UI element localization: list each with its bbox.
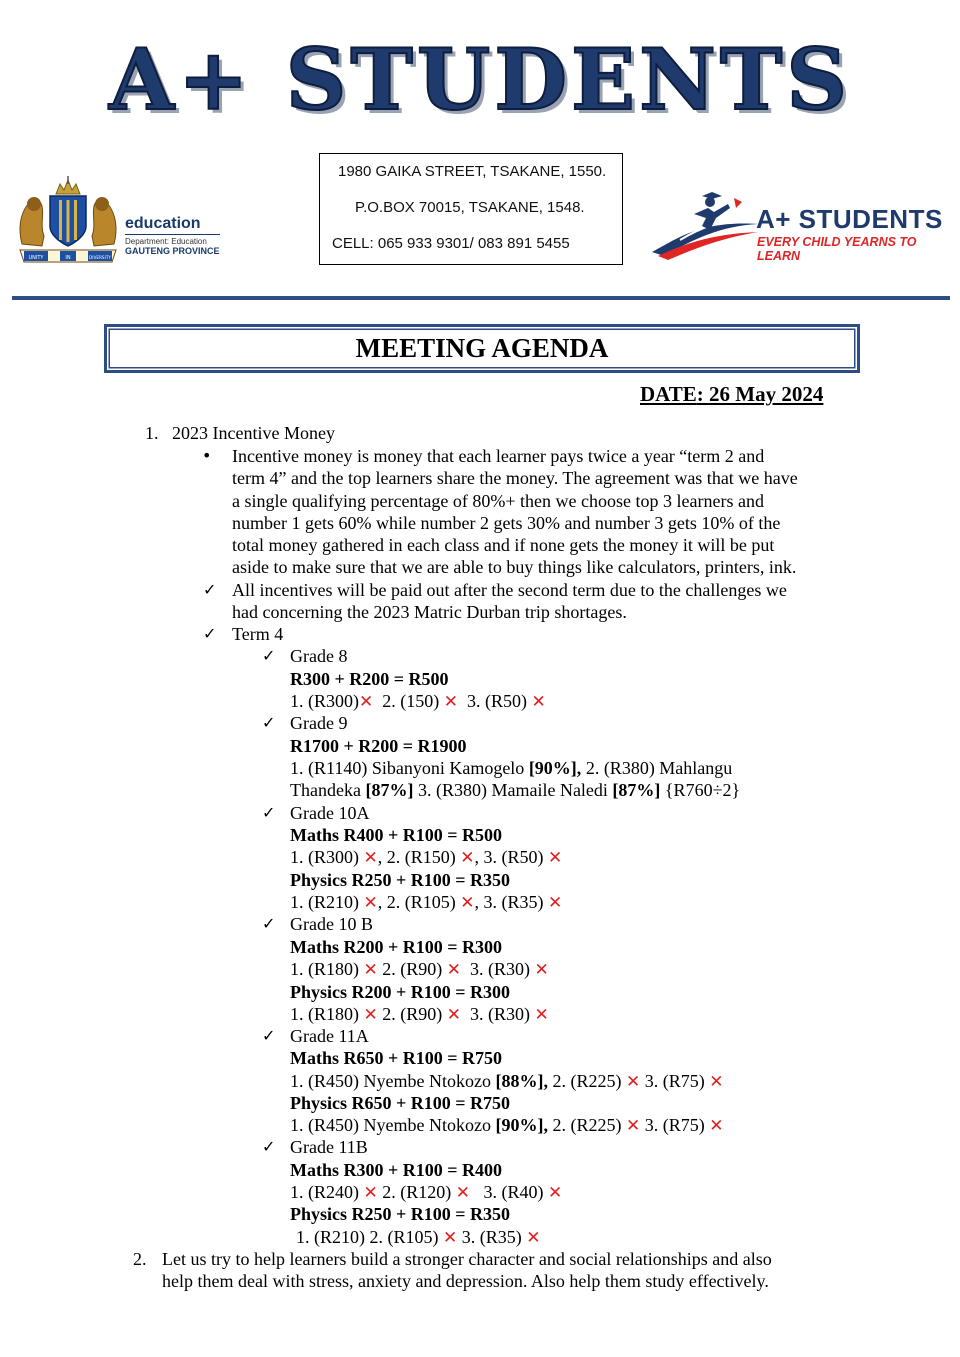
physics-results — [290, 1114, 723, 1137]
result-1: 1. (R240) — [290, 1182, 359, 1202]
result-1: 1. (R450) Nyembe Ntokozo — [290, 1115, 496, 1135]
cross-icon: ✕ — [526, 1228, 541, 1248]
result-3: 3. (R30) — [470, 1004, 530, 1024]
education-department-logo — [125, 214, 220, 256]
grade-heading: Grade 11B — [290, 1137, 368, 1157]
cross-icon: ✕ — [446, 1005, 461, 1025]
cross-icon: ✕ — [625, 1072, 641, 1092]
agenda-item-2-line: help them deal with stress, anxiety and depression. Also help them study effectively. — [162, 1271, 769, 1291]
agenda-item-2-line: Let us try to help learners build a stronger character and social relationships and also — [162, 1249, 772, 1269]
cross-icon: ✕ — [548, 893, 563, 913]
result-3: 3. (R50) — [467, 691, 527, 711]
result-3: 3. (R50) — [483, 847, 544, 867]
note-line: All incentives will be paid out after the second term due to the challenges we — [232, 580, 787, 600]
result-3: 3. (R75) — [644, 1115, 705, 1135]
logo-tagline: EVERY CHILD YEARNS TO LEARN — [757, 235, 917, 263]
result-3: 3. (R30) — [470, 959, 530, 979]
cross-icon: ✕ — [363, 960, 378, 980]
result-1: 1. (R300) — [290, 847, 359, 867]
svg-text:DIVERSITY: DIVERSITY — [89, 255, 111, 260]
percentage: [87%] — [365, 780, 414, 800]
address-box — [319, 153, 623, 265]
grade-heading: Grade 10 B — [290, 914, 373, 934]
checkmark-icon: ✓ — [262, 914, 276, 933]
checkmark-icon: ✓ — [203, 624, 217, 643]
cross-icon: ✕ — [534, 960, 549, 980]
cross-icon: ✕ — [359, 692, 374, 712]
cross-icon: ✕ — [548, 1183, 563, 1203]
maths-total: Maths R400 + R100 = R500 — [290, 825, 503, 845]
result-1-2: 1. (R210) 2. (R105) — [296, 1227, 439, 1247]
percentage: [90%], — [495, 1115, 548, 1135]
grade-total: R1700 + R200 = R1900 — [290, 736, 467, 756]
result-2: 2. (R105) — [386, 892, 456, 912]
cross-icon: ✕ — [548, 848, 563, 868]
edu-province: GAUTENG PROVINCE — [125, 246, 220, 256]
paragraph-line: term 4” and the top learners share the money. The agreement was that we have — [232, 468, 798, 488]
grade-results — [290, 690, 546, 713]
physics-results — [290, 1003, 549, 1026]
agenda-item-2-number: 2. — [133, 1249, 147, 1269]
percentage: [88%], — [495, 1071, 548, 1091]
svg-text:UNITY: UNITY — [28, 255, 44, 261]
grade-heading: Grade 8 — [290, 646, 348, 666]
meeting-date: DATE: 26 May 2024 — [640, 382, 824, 406]
percentage: [90%], — [528, 758, 582, 778]
result-2: 2. (R90) — [382, 959, 443, 979]
cross-icon: ✕ — [460, 848, 475, 868]
edu-dept: Department: Education — [125, 237, 207, 246]
paragraph-line: Incentive money is money that each learner pays twice a year “term 2 and — [232, 446, 765, 466]
agenda-item-1 — [145, 422, 335, 444]
result-1: 1. (R180) — [290, 1004, 359, 1024]
svg-text:IN: IN — [65, 255, 71, 261]
aplus-students-logo-icon — [650, 190, 760, 260]
result-2: 2. (R90) — [382, 1004, 443, 1024]
maths-results — [290, 958, 549, 981]
maths-results — [290, 1070, 723, 1093]
cross-icon: ✕ — [709, 1072, 724, 1092]
checkmark-icon: ✓ — [262, 1137, 276, 1156]
cross-icon: ✕ — [363, 1005, 378, 1025]
paragraph-line: aside to make sure that we are able to buy things like calculators, printers, ink. — [232, 557, 797, 577]
cross-icon: ✕ — [460, 893, 475, 913]
maths-results — [290, 1181, 562, 1204]
cross-icon: ✕ — [709, 1116, 724, 1136]
cross-icon: ✕ — [443, 692, 458, 712]
item-title: 2023 Incentive Money — [172, 423, 335, 443]
result-1: 1. (R1140) Sibanyoni Kamogelo — [290, 758, 529, 778]
checkmark-icon: ✓ — [262, 803, 276, 822]
percentage: [87%] — [612, 780, 661, 800]
result-2: 2. (R380) Mahlangu — [581, 758, 733, 778]
header-divider — [12, 296, 950, 300]
note-line: had concerning the 2023 Matric Durban trip shortages. — [232, 602, 627, 622]
result-1: 1. (R180) — [290, 959, 359, 979]
result-3: 3. (R40) — [483, 1182, 544, 1202]
physics-results — [296, 1226, 541, 1249]
paragraph-line: number 1 gets 60% while number 2 gets 30% and number 3 gets 10% of the — [232, 513, 781, 533]
result-2: 2. (R225) — [547, 1071, 622, 1091]
checkmark-icon: ✓ — [262, 713, 276, 732]
checkmark-icon: ✓ — [262, 1026, 276, 1045]
title-box — [104, 324, 860, 373]
result-3: 3. (R75) — [644, 1071, 705, 1091]
cross-icon: ✕ — [531, 692, 546, 712]
paragraph-line: a single qualifying percentage of 80%+ then we choose top 3 learners and — [232, 491, 764, 511]
cross-icon: ✕ — [446, 960, 461, 980]
page-title: MEETING AGENDA — [355, 333, 609, 363]
physics-total: Physics R250 + R100 = R350 — [290, 1204, 511, 1224]
cross-icon: ✕ — [455, 1183, 470, 1203]
result-2-name: Thandeka — [290, 780, 366, 800]
grade-results — [290, 779, 740, 801]
logo-title: A+ STUDENTS — [756, 204, 943, 234]
term-label: Term 4 — [232, 624, 284, 644]
bullet-icon: • — [202, 446, 212, 465]
gauteng-crest-icon — [16, 174, 120, 264]
result-3: 3. (R35) — [461, 1227, 522, 1247]
maths-results: 1. (R300) ✕, 2. (R150) ✕, 3. (R50) ✕ — [290, 847, 563, 868]
cross-icon: ✕ — [625, 1116, 641, 1136]
physics-total: Physics R650 + R100 = R750 — [290, 1093, 511, 1113]
result-2: 2. (R120) — [382, 1182, 452, 1202]
result-2: 2. (R225) — [547, 1115, 622, 1135]
checkmark-icon: ✓ — [262, 646, 276, 665]
address-street: 1980 GAIKA STREET, TSAKANE, 1550. — [338, 163, 607, 180]
cross-icon: ✕ — [443, 1228, 458, 1248]
physics-total: Physics R250 + R100 = R350 — [290, 870, 511, 890]
edu-title: education — [125, 214, 220, 235]
cross-icon: ✕ — [363, 1183, 378, 1203]
checkmark-icon: ✓ — [203, 580, 217, 599]
cross-icon: ✕ — [534, 1005, 549, 1025]
date-label: DATE — [640, 382, 697, 406]
grade-heading: Grade 10A — [290, 803, 370, 823]
grade-heading: Grade 9 — [290, 713, 348, 733]
split-note: {R760÷2} — [660, 780, 741, 800]
maths-total: Maths R200 + R100 = R300 — [290, 937, 503, 957]
physics-results: 1. (R210) ✕, 2. (R105) ✕, 3. (R35) ✕ — [290, 892, 563, 913]
date-value: 26 May 2024 — [709, 382, 824, 406]
cross-icon: ✕ — [363, 848, 378, 868]
physics-total: Physics R200 + R100 = R300 — [290, 982, 511, 1002]
cross-icon: ✕ — [363, 893, 378, 913]
result-1: 1. (R300) — [290, 691, 359, 711]
item-number: 1. — [145, 423, 159, 443]
result-2: 2. (150) — [382, 691, 440, 711]
result-1: 1. (R210) — [290, 892, 359, 912]
grade-heading: Grade 11A — [290, 1026, 369, 1046]
result-3: 3. (R35) — [483, 892, 544, 912]
maths-total: Maths R300 + R100 = R400 — [290, 1160, 503, 1180]
result-2: 2. (R150) — [386, 847, 456, 867]
grade-total: R300 + R200 = R500 — [290, 669, 449, 689]
banner-title: A+ STUDENTS — [108, 30, 852, 129]
result-3: 3. (R380) Mamaile Naledi — [413, 780, 613, 800]
address-cell: CELL: 065 933 9301/ 083 891 5455 — [332, 235, 570, 252]
result-1: 1. (R450) Nyembe Ntokozo — [290, 1071, 496, 1091]
maths-total: Maths R650 + R100 = R750 — [290, 1048, 503, 1068]
grade-results — [290, 757, 732, 779]
paragraph-line: total money gathered in each class and if none gets the money it will be put — [232, 535, 775, 555]
address-pobox: P.O.BOX 70015, TSAKANE, 1548. — [355, 199, 585, 216]
